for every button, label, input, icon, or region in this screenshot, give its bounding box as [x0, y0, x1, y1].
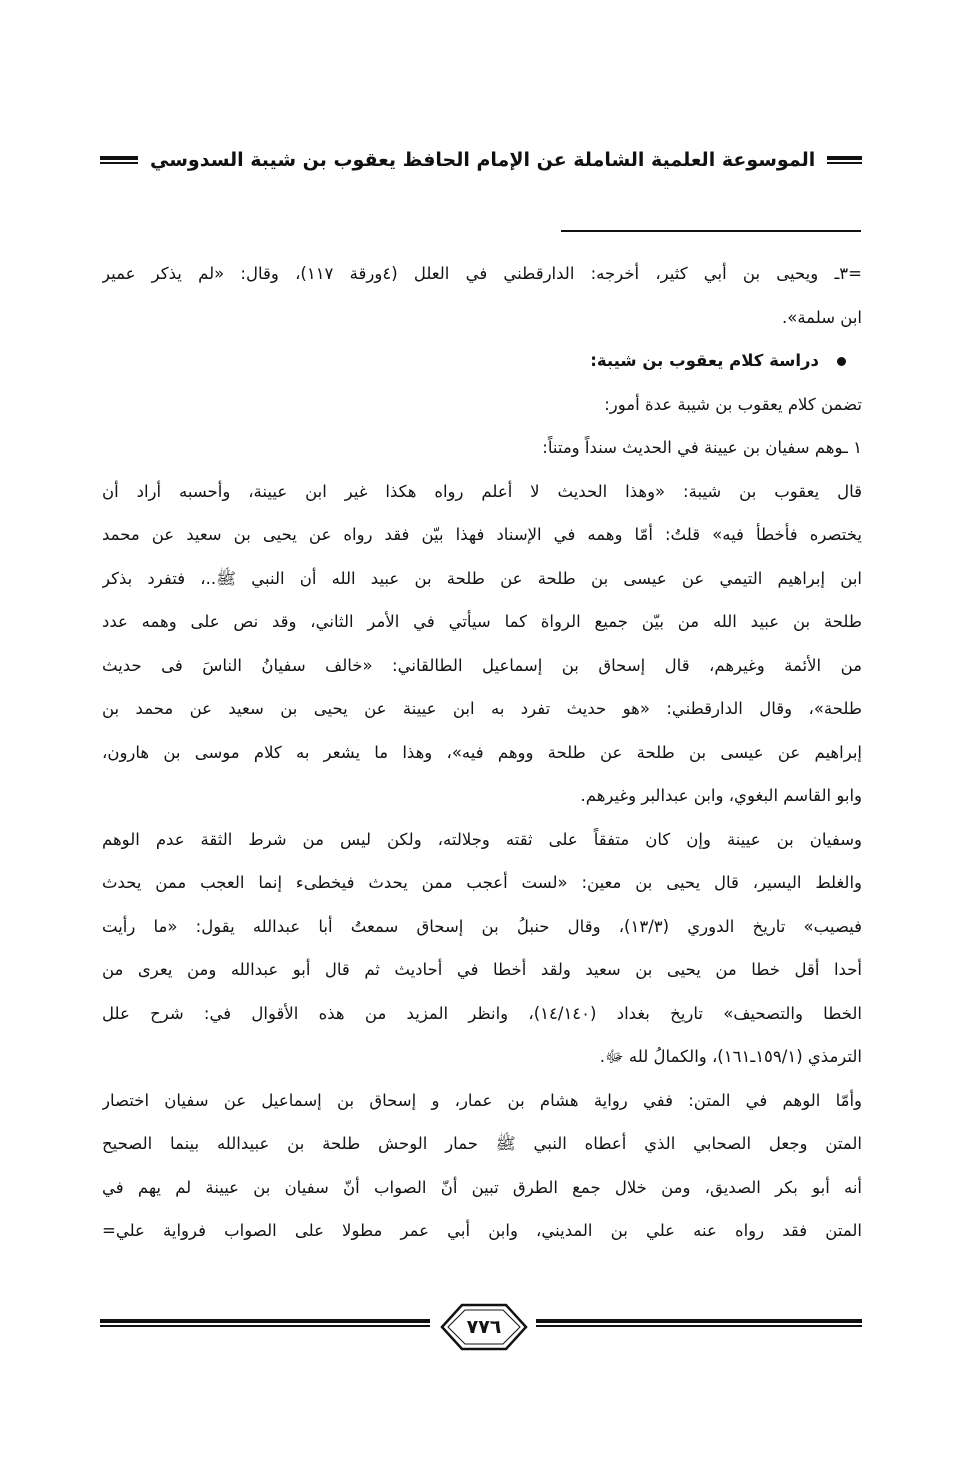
paragraph-line: أحدا أقل خطا من يحيى بن سعيد ولقد أخطا في أحاديث ثم قال أبو عبدالله ومن يعرى من	[102, 960, 862, 979]
section-heading-text: دراسة كلام يعقوب بن شيبة:	[590, 351, 819, 370]
footnote-line: ابن سلمة».	[782, 307, 862, 327]
paragraph-line: طلحة بن عبيد الله من بيّن جميع الرواة كما سيأتي في الأمر الثاني، وقد نص على وهمه عدد	[102, 612, 862, 631]
paragraph-line: أنه أبو بكر الصديق، ومن خلال جمع الطرق تبين أنّ الصواب أنّ سفيان بن عيينة لم يهم في	[102, 1177, 862, 1197]
page-number: ٧٧٦	[466, 1316, 502, 1338]
footnote-line: =٣ـ ويحيى بن أبي كثير، أخرجه: الدارقطني في العلل (٤ورقة ١١٧)، وقال: «لم يذكر عمير	[102, 264, 862, 283]
paragraph-line: إبراهيم عن عيسى بن طلحة عن طلحة ووهم فيه»، وهذا ما يشعر به كلام موسى بن هارون،	[102, 742, 862, 762]
paragraph-line: وسفيان بن عيينة وإن كان متفقاً على ثقته وجلالته، ولكن ليس من شرط الثقة عدم الوهم	[102, 829, 862, 849]
intro-line: تضمن كلام يعقوب بن شيبة عدة أمور:	[604, 394, 862, 414]
paragraph-line: ابن إبراهيم التيمي عن عيسى بن طلحة عن طلحة بن عبيد الله أن النبي ﷺ..، فتفرد بذكر	[102, 568, 862, 588]
footnote-separator	[561, 230, 861, 232]
paragraph-line: وابو القاسم البغوي، وابن عبدالبر وغيرهم.	[580, 786, 862, 805]
header-title: الموسوعة العلمية الشاملة عن الإمام الحافظ يعقوب بن شيبة السدوسي	[150, 149, 816, 171]
header-rule-right	[100, 155, 138, 165]
bullet-icon	[837, 357, 846, 366]
page-footer	[100, 1296, 862, 1364]
paragraph-line: طلحة»، وقال الدارقطني: «هو حديث تفرد به ابن عيينة عن يحيى بن سعيد عن محمد بن	[102, 699, 862, 718]
footer-rule-left	[100, 1318, 430, 1328]
paragraph-line: قال يعقوب بن شيبة: «وهذا الحديث لا أعلم رواه هكذا غير ابن عيينة، وأحسبه أراد أن	[102, 481, 862, 501]
paragraph-line: الخطا والتصحيف» تاريخ بغداد (١٤/١٤٠)، وانظر المزيد من هذه الأقوال في: شرح علل	[102, 1003, 862, 1023]
paragraph-line: والغلط اليسير، قال يحيى بن معين: «لست أعجب ممن يحدث فيخطىء إنما العجب ممن يحدث	[102, 873, 862, 892]
running-header	[100, 140, 862, 180]
paragraph-line: فيصيب» تاريخ الدوري (١٣/٣)، وقال حنبلُ بن إسحاق سمعتُ أبا عبدالله يقول: «ما رأيت	[102, 916, 862, 936]
paragraph-line: وأمّا الوهم في المتن: ففي رواية هشام بن عمار، و إسحاق بن إسماعيل عن سفيان اختصار	[102, 1090, 862, 1110]
header-rule-left	[827, 155, 862, 165]
point-title: ١ ـوهم سفيان بن عيينة في الحديث سنداً ومتناً:	[542, 438, 862, 457]
paragraph-line: الترمذي (١٥٩/١ـ١٦١)، والكمالُ لله ﷻ.	[599, 1047, 862, 1066]
page-body	[102, 252, 862, 1253]
paragraph-line: يختصره فأخطأ فيه» قلتُ: أمّا وهمه في الإسناد فهذا بيّن فقد رواه عن يحيى بن سعيد عن محمد	[102, 525, 862, 544]
paragraph-line: من الأئمة وغيرهم، قال إسحاق بن إسماعيل الطالقاني: «خالف سفيانُ الناسَ فى حديث	[102, 655, 862, 675]
paragraph-line: المتن فقد رواه عنه علي بن المديني، وابن أبي عمر مطولا على الصواب فرواية علي=	[102, 1221, 862, 1240]
paragraph-line: المتن وجعل الصحابي الذي أعطاه النبي ﷺ حمار الوحش طلحة بن عبيدالله بينما الصحيح	[102, 1134, 862, 1153]
section-heading	[102, 339, 862, 383]
footer-rule-right	[536, 1318, 862, 1328]
